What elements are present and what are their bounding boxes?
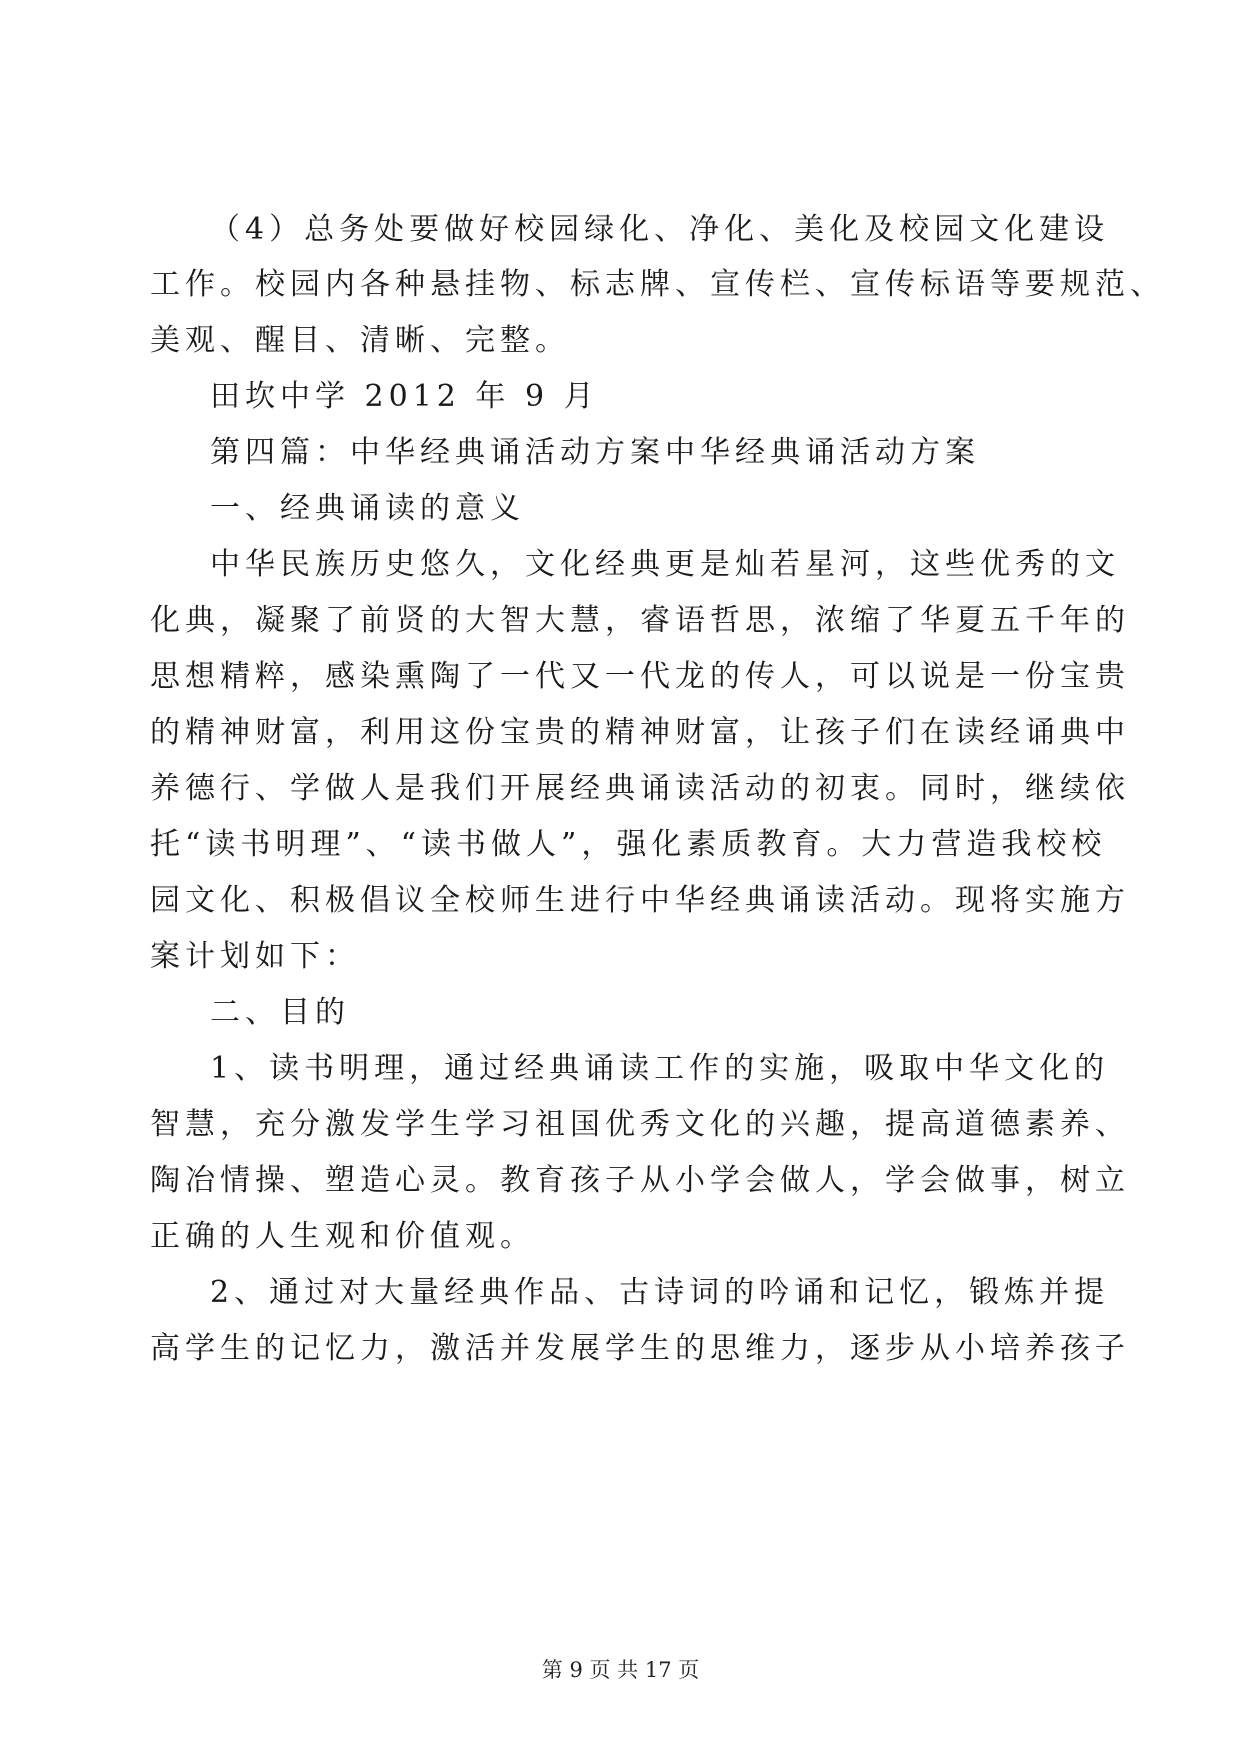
paragraph-line: 思想精粹，感染熏陶了一代又一代龙的传人，可以说是一份宝贵 [150,659,1130,694]
paragraph-line: 2、通过对大量经典作品、古诗词的吟诵和记忆，锻炼并提 [210,1275,1110,1310]
paragraph-line: 化典，凝聚了前贤的大智大慧，睿语哲思，浓缩了华夏五千年的 [150,603,1130,638]
paragraph-line: 美观、醒目、清晰、完整。 [150,323,570,358]
paragraph-line: 养德行、学做人是我们开展经典诵读活动的初衷。同时，继续依 [150,771,1130,806]
section-title: 第四篇：中华经典诵活动方案中华经典诵活动方案 [210,435,980,470]
date-line: 田坎中学 2012 年 9 月 [210,379,599,414]
heading-purpose: 二、目的 [210,995,350,1030]
paragraph-line: （4）总务处要做好校园绿化、净化、美化及校园文化建设 [210,212,1110,247]
paragraph-line: 高学生的记忆力，激活并发展学生的思维力，逐步从小培养孩子 [150,1331,1130,1366]
paragraph-line: 1、读书明理，通过经典诵读工作的实施，吸取中华文化的 [210,1051,1110,1086]
paragraph-line: 中华民族历史悠久，文化经典更是灿若星河，这些优秀的文 [210,547,1120,582]
paragraph-line: 智慧，充分激发学生学习祖国优秀文化的兴趣，提高道德素养、 [150,1107,1130,1142]
paragraph-line: 陶冶情操、塑造心灵。教育孩子从小学会做人，学会做事，树立 [150,1163,1130,1198]
paragraph-line: 工作。校园内各种悬挂物、标志牌、宣传栏、宣传标语等要规范、 [150,267,1165,302]
paragraph-line: 园文化、积极倡议全校师生进行中华经典诵读活动。现将实施方 [150,883,1130,918]
paragraph-line: 正确的人生观和价值观。 [150,1219,535,1254]
paragraph-line: 托“读书明理”、“读书做人”，强化素质教育。大力营造我校校 [150,827,1107,862]
heading-significance: 一、经典诵读的意义 [210,491,525,526]
page-footer: 第 9 页 共 17 页 [541,1658,700,1682]
paragraph-line: 案计划如下： [150,939,360,974]
paragraph-line: 的精神财富，利用这份宝贵的精神财富，让孩子们在读经诵典中 [150,715,1130,750]
